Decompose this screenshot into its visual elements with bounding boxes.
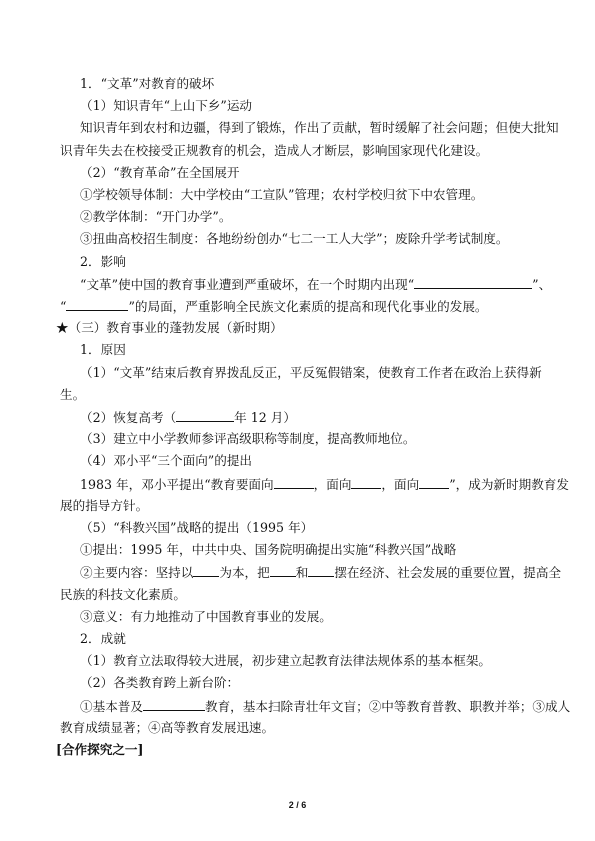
- paragraph-line: （1）教育立法取得较大进展，初步建立起教育法律法规体系的基本框架。: [80, 653, 492, 669]
- fill-blank[interactable]: [274, 476, 314, 489]
- paragraph-line: ①学校领导体制：大中学校由“工宣队”管理；农村学校归贫下中农管理。: [80, 187, 484, 202]
- paragraph-line: 知识青年到农村和边疆，得到了锻炼，作出了贡献，暂时缓解了社会问题；但使大批知: [80, 120, 559, 136]
- fill-blank[interactable]: [308, 564, 334, 577]
- subheading-three-orientations: （4）邓小平“三个面向”的提出: [80, 453, 253, 469]
- paragraph-line: [80, 698, 570, 715]
- text-segment: ”、: [532, 276, 552, 292]
- text-segment: 和: [295, 565, 309, 581]
- subheading-education-revolution: （2）“教育革命”在全国展开: [80, 164, 240, 180]
- fill-blank[interactable]: [270, 564, 296, 577]
- heading-causes: 1．原因: [80, 342, 126, 358]
- text-segment: 摆在经济、社会发展的重要位置，提高全: [334, 565, 561, 581]
- paragraph-line: （2）各类教育跨上新台阶：: [80, 675, 240, 691]
- fill-blank[interactable]: [193, 564, 219, 577]
- text-segment: “: [60, 299, 67, 314]
- text-segment: ，面向: [381, 476, 420, 492]
- text-segment: 1983 年，邓小平提出“教育要面向: [80, 476, 274, 492]
- heading-impact: 2．影响: [80, 253, 126, 269]
- paragraph-line: 识青年失去在校接受正规教育的机会，造成人才断层，影响国家现代化建设。: [60, 142, 489, 158]
- text-segment: ①基本普及: [80, 698, 143, 714]
- text-segment: 为本，把: [219, 565, 270, 581]
- text-segment: 年 12 月）: [234, 410, 296, 425]
- fill-blank[interactable]: [66, 298, 128, 311]
- subheading-youth-movement: （1）知识青年“上山下乡”运动: [80, 98, 253, 114]
- paragraph-line: [80, 276, 551, 293]
- paragraph-line: 展的指导方针。: [60, 497, 149, 513]
- text-segment: ”的局面，严重影响全民族文化素质的提高和现代化事业的发展。: [128, 299, 488, 314]
- heading-achievements: 2．成就: [80, 631, 126, 646]
- fill-blank[interactable]: [176, 409, 234, 422]
- paragraph-line: 生。: [60, 386, 86, 402]
- paragraph-line: [60, 720, 274, 736]
- paragraph-line: 民族的科技文化素质。: [60, 586, 186, 602]
- paragraph-line: [60, 298, 488, 315]
- paragraph-line: ③意义：有力地推动了中国教育事业的发展。: [80, 608, 332, 624]
- paragraph-line: ③扭曲高校招生制度：各地纷纷创办“七二一工人大学”；废除升学考试制度。: [80, 231, 509, 247]
- paragraph-line: [80, 564, 561, 581]
- paragraph-line: [80, 409, 296, 426]
- heading-cultural-revolution: 1．“文革”对教育的破坏: [80, 76, 215, 91]
- text-segment: （2）恢复高考（: [80, 410, 177, 425]
- text-segment: ②主要内容：坚持以: [80, 565, 194, 581]
- fill-blank[interactable]: [351, 476, 381, 489]
- page-number: 2 / 6: [288, 800, 307, 810]
- text-segment: ，面向: [313, 476, 352, 492]
- paragraph-line: ②教学体制：“开门办学”。: [80, 209, 232, 225]
- text-segment: “文革”使中国的教育事业遭到严重破坏，在一个时期内出现“: [80, 276, 415, 292]
- paragraph-line: ①提出：1995 年，中共中央、国务院明确提出实施“科教兴国”战略: [80, 542, 457, 558]
- fill-blank[interactable]: [419, 476, 449, 489]
- fill-blank[interactable]: [143, 698, 205, 711]
- subheading-science-education: （5）“科教兴国”战略的提出（1995 年）: [80, 520, 314, 535]
- text-segment: 教育，基本扫除青壮年文盲；②中等教育普教、职教并举；③成人: [204, 698, 571, 714]
- paragraph-line: （3）建立中小学教师参评高级职称等制度，提高教师地位。: [80, 431, 416, 447]
- text-segment: 教育成绩显著；④高等教育发展迅速。: [60, 719, 275, 735]
- section-label-cooperative-inquiry: [56, 742, 143, 758]
- text-segment: [合作探究之一]: [56, 742, 144, 757]
- section-heading-development: ★（三）教育事业的蓬勃发展（新时期）: [56, 320, 283, 336]
- paragraph-line: （1）“文革”结束后教育界拨乱反正，平反冤假错案，使教育工作者在政治上获得新: [80, 364, 542, 380]
- text-segment: ”，成为新时期教育发: [449, 476, 569, 492]
- paragraph-line: [80, 476, 569, 493]
- fill-blank[interactable]: [414, 276, 532, 289]
